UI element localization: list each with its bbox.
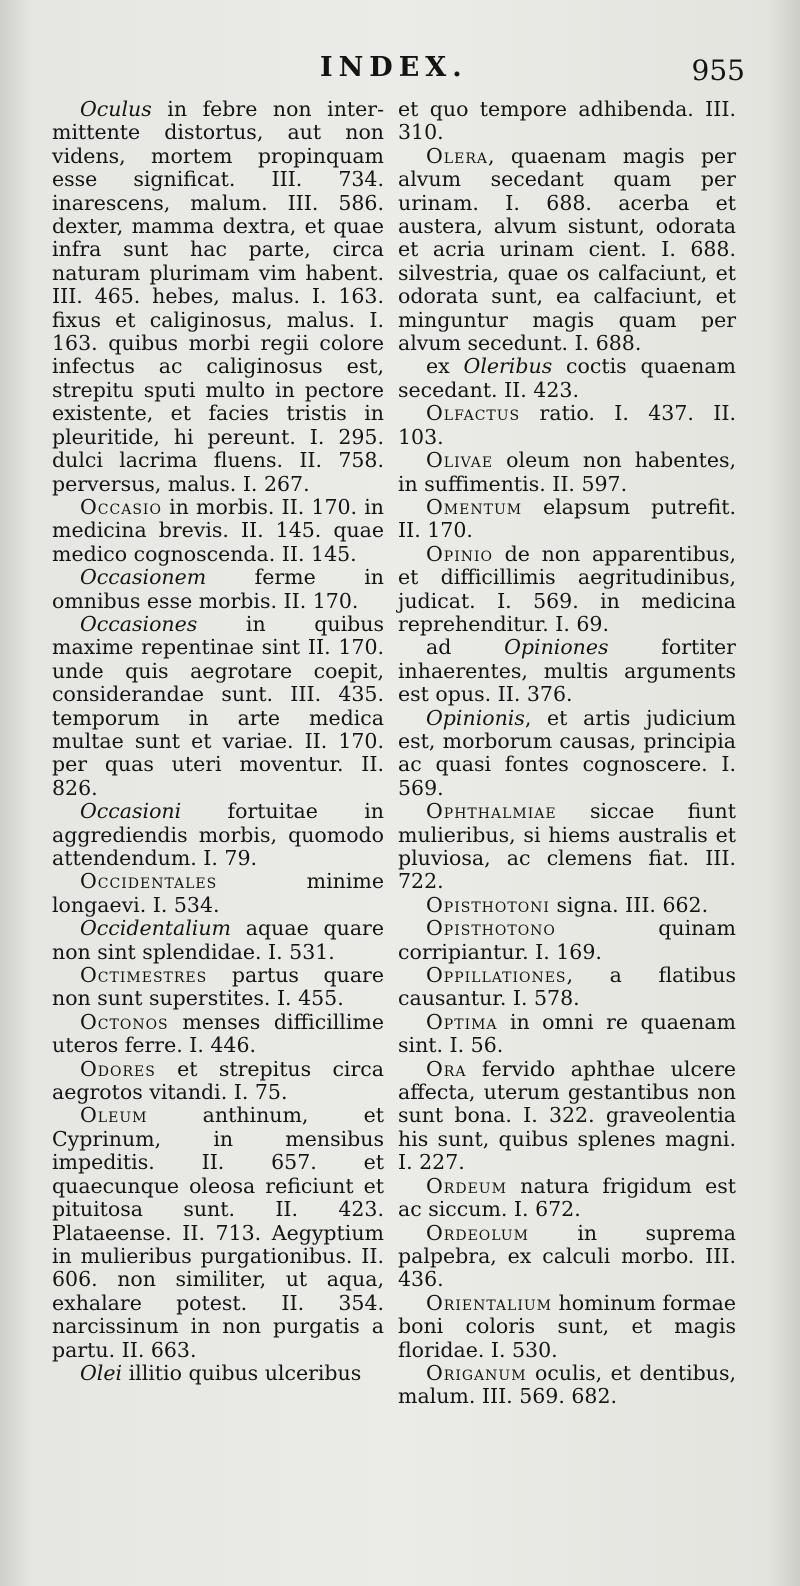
index-entry xyxy=(52,800,384,870)
entry-italic-term: Opinionis xyxy=(426,705,525,730)
entry-text: , et artis judicium est, morborum causas, principia ac quasi fontes cognoscere. I. 569. xyxy=(398,705,736,800)
entry-headword: Ophthalmiae xyxy=(426,799,557,824)
page-header xyxy=(0,48,800,98)
entry-text: in quibus maxime repentinae sint II. 170. unde quis aegrotare coepit, considerandae sunt. III. 435. temporum in arte medica multae sunt et variae. II. 170. per quas uteri moventur. II. 826. xyxy=(52,611,384,800)
entry-headword: Orientalium xyxy=(426,1290,552,1315)
entry-italic-term: Occasionem xyxy=(80,565,207,590)
entry-text: , a flatibus causantur. I. 578. xyxy=(398,963,736,1011)
index-entry xyxy=(398,1011,736,1058)
entry-headword: Occasio xyxy=(80,494,162,519)
entry-headword: Oppillationes xyxy=(426,963,567,988)
entry-italic-term: Oculus xyxy=(80,97,152,121)
entry-text: ad xyxy=(426,635,505,660)
entry-text: oculis, et dentibus, malum. III. 569. 682. xyxy=(398,1360,736,1409)
entry-text: illitio quibus ulceribus xyxy=(122,1360,362,1385)
index-entry xyxy=(52,613,384,800)
entry-headword: Oleum xyxy=(80,1103,148,1128)
index-entry xyxy=(398,496,736,543)
entry-text: coctis quaenam secedant. II. 423. xyxy=(398,354,736,402)
entry-headword: Ora xyxy=(426,1056,467,1081)
entry-text: ex xyxy=(426,354,464,379)
entry-headword: Ordeolum xyxy=(426,1220,529,1245)
entry-text: elapsum putrefit. II. 170. xyxy=(398,494,736,543)
running-title: INDEX. xyxy=(320,52,468,83)
entry-text: , quaenam magis per alvum secedant quam per urinam. I. 688. acerba et austera, alvum sistunt, odorata et acria urinam cient. I. 688. silvestria, quae os calfaciunt, et odorata sunt, ea calfaciunt, et minguntur magis quam per alvum secedunt. I. 688. xyxy=(398,143,736,356)
index-entry xyxy=(398,1362,736,1409)
entry-text: in suprema palpebra, ex calculi morbo. III. 436. xyxy=(398,1220,736,1292)
entry-italic-term: Oleribus xyxy=(463,354,553,379)
entry-headword: Olfactus xyxy=(426,401,521,426)
index-entry xyxy=(52,917,384,964)
entry-headword: Olera xyxy=(426,143,488,168)
index-entry xyxy=(398,449,736,496)
entry-text: ratio. I. 437. II. 103. xyxy=(398,401,736,449)
entry-headword: Occidentales xyxy=(80,869,218,894)
entry-text: et quo tempore adhibenda. III. 310. xyxy=(398,97,736,145)
entry-headword: Opisthotoni xyxy=(426,892,550,917)
index-entry xyxy=(398,355,736,402)
page-number: 955 xyxy=(691,54,745,87)
entry-italic-term: Olei xyxy=(80,1360,123,1385)
entry-text: et strepitus circa aegrotos vitandi. I. 75. xyxy=(52,1056,384,1105)
entry-headword: Optima xyxy=(426,1009,498,1034)
index-entry xyxy=(398,1222,736,1292)
entry-text: partus quare non sunt superstites. I. 455. xyxy=(52,963,384,1011)
entry-italic-term: Occidentalium xyxy=(80,916,231,941)
entry-text: natura frigidum est ac siccum. I. 672. xyxy=(398,1173,736,1222)
entry-headword: Octonos xyxy=(80,1009,169,1034)
entry-headword: Omentum xyxy=(426,494,523,519)
entry-headword: Odores xyxy=(80,1056,156,1081)
index-column-left xyxy=(52,98,384,1385)
entry-text: in omni re quaenam sint. I. 56. xyxy=(398,1009,736,1058)
entry-headword: Octimestres xyxy=(80,963,208,988)
entry-text: minime longaevi. I. 534. xyxy=(52,869,384,917)
entry-text: ferme in omnibus esse morbis. II. 170. xyxy=(52,565,384,613)
entry-text: siccae fiunt mulieribus, si hiems australis et pluviosa, ac clemens fiat. III. 722. xyxy=(398,799,736,894)
index-entry xyxy=(52,870,384,917)
entry-italic-term: Occasioni xyxy=(80,799,182,824)
index-entry xyxy=(398,1292,736,1362)
entry-headword: Origanum xyxy=(426,1360,527,1385)
entry-text: fortuitae in aggrediendis morbis, quomodo attendendum. I. 79. xyxy=(52,799,384,870)
index-entry xyxy=(52,98,384,496)
entry-text: menses difficillime uteros ferre. I. 446. xyxy=(52,1009,384,1058)
entry-headword: Olivae xyxy=(426,448,494,473)
index-column-right xyxy=(398,98,736,1409)
index-entry xyxy=(398,1058,736,1175)
entry-text: in febre non inter-mittente distortus, aut non videns, mortem propinquam esse significat. III. 734. inarescens, malum. III. 586. dexter, mamma dextra, et quae infra sunt hac parte, circa naturam plurimam vim habent. III. 465. hebes, malus. I. 163. fixus et caliginosus, malus. I. 163. quibus morbi regii colore infectus ac caliginosus est, strepitu sputi multo in pectore existente, et facies tristis in pleuritide, hi pereunt. I. 295. dulci lacrima fluens. II. 758. perversus, malus. I. 267. xyxy=(52,97,384,496)
index-entry xyxy=(398,145,736,356)
entry-text: quinam corripiantur. I. 169. xyxy=(398,916,736,964)
index-entry xyxy=(398,543,736,637)
index-entry xyxy=(398,707,736,801)
entry-text: aquae quare non sint splendidae. I. 531. xyxy=(52,916,384,964)
index-entry xyxy=(52,964,384,1011)
entry-text: hominum formae boni coloris sunt, et magis floridae. I. 530. xyxy=(398,1290,736,1362)
index-entry xyxy=(52,1011,384,1058)
entry-italic-term: Occasiones xyxy=(80,611,198,636)
entry-headword: Ordeum xyxy=(426,1173,507,1198)
entry-text: signa. III. 662. xyxy=(549,892,709,917)
entry-text: fortiter inhaerentes, multis arguments est opus. II. 376. xyxy=(398,635,736,707)
index-entry xyxy=(398,98,736,145)
entry-text: de non apparentibus, et difficillimis aegritudinibus, judicat. I. 569. in medicina reprehenditur. I. 69. xyxy=(398,541,736,636)
entry-italic-term: Opiniones xyxy=(504,635,609,660)
index-entry xyxy=(52,566,384,613)
entry-headword: Opisthotono xyxy=(426,916,556,941)
index-entry xyxy=(398,917,736,964)
index-entry xyxy=(398,636,736,706)
entry-headword: Opinio xyxy=(426,541,494,566)
index-entry xyxy=(398,800,736,894)
entry-text: anthinum, et Cyprinum, in mensibus impeditis. II. 657. et quaecunque oleosa reficiunt et pituitosa sunt. II. 423. Plataeense. II. 713. Aegyptium in mulieribus purgationibus. II. 606. non similiter, ut aqua, exhalare potest. II. 354. narcissinum in non purgatis a partu. II. 663. xyxy=(52,1103,384,1362)
index-entry xyxy=(398,964,736,1011)
index-entry xyxy=(52,1104,384,1361)
entry-text: oleum non habentes, in suffimentis. II. 597. xyxy=(398,448,736,496)
index-entry xyxy=(398,894,736,917)
entry-text: fervido aphthae ulcere affecta, uterum gestantibus non sunt bona. I. 322. graveolentia his sunt, quibus splenes magni. I. 227. xyxy=(398,1056,736,1175)
index-entry xyxy=(398,1175,736,1222)
index-entry xyxy=(52,1362,384,1385)
entry-text: in morbis. II. 170. in medicina brevis. II. 145. quae medico cognoscenda. II. 145. xyxy=(52,494,384,566)
index-entry xyxy=(398,402,736,449)
index-entry xyxy=(52,1058,384,1105)
index-entry xyxy=(52,496,384,566)
